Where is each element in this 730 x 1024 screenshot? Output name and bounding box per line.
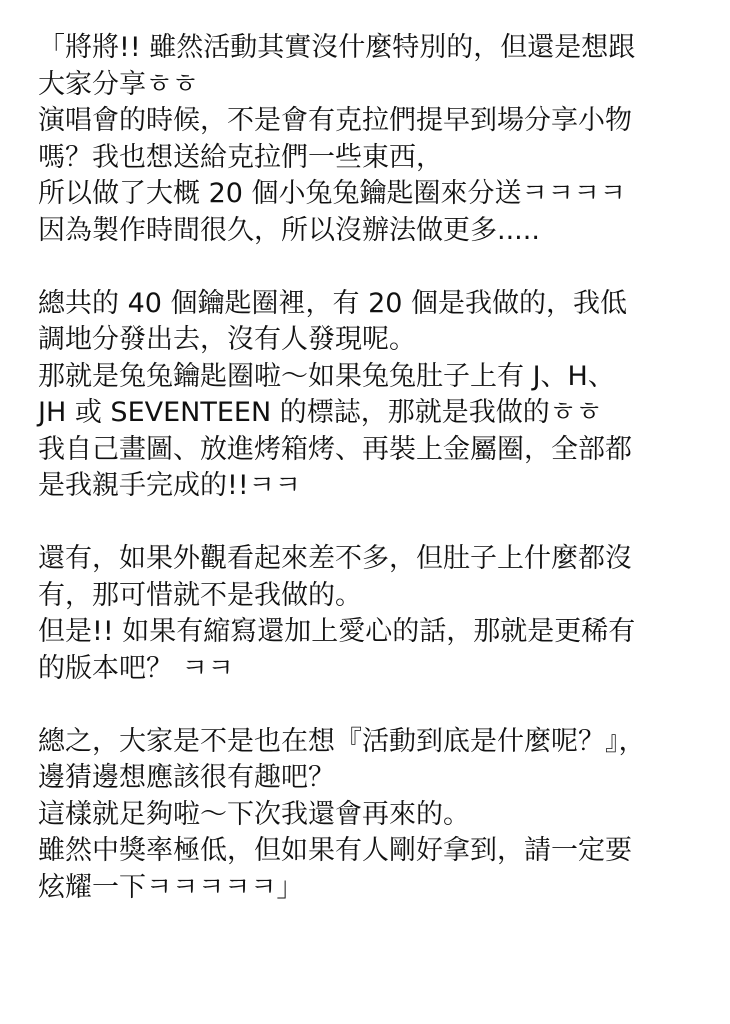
text-line: 有，那可惜就不是我做的。 xyxy=(38,579,362,611)
text-line: 邊猜邊想應該很有趣吧？ xyxy=(38,762,335,793)
text-line: 因為製作時間很久，所以沒辦法做更多..... xyxy=(38,214,540,246)
text-line: JH 或 SEVENTEEN 的標誌，那就是我做的ㅎㅎ xyxy=(38,397,602,428)
text-line: 調地分發出去，沒有人發現呢。 xyxy=(38,324,416,355)
paragraph-3 xyxy=(38,541,698,687)
text-line: 那就是兔兔鑰匙圈啦～如果兔兔肚子上有 J、H、 xyxy=(38,360,615,392)
paragraph-1 xyxy=(38,30,698,249)
text-line: 「將將!! 雖然活動其實沒什麼特別的，但還是想跟 xyxy=(38,32,636,63)
text-line: 總共的 40 個鑰匙圈裡，有 20 個是我做的，我低 xyxy=(38,287,628,319)
text-line: 所以做了大概 20 個小兔兔鑰匙圈來分送ㅋㅋㅋㅋ xyxy=(38,178,626,209)
text-line: 的版本吧？ ㅋㅋ xyxy=(38,652,234,684)
text-line: 但是!! 如果有縮寫還加上愛心的話，那就是更稀有 xyxy=(38,616,636,647)
text-line: 還有，如果外觀看起來差不多，但肚子上什麼都沒 xyxy=(38,543,632,574)
text-line: 總之，大家是不是也在想『活動到底是什麼呢？』， xyxy=(38,725,646,757)
message-text xyxy=(38,30,698,906)
paragraph-2 xyxy=(38,286,698,505)
text-line: 大家分享ㅎㅎ xyxy=(38,68,199,100)
text-line: 嗎？我也想送給克拉們一些東西， xyxy=(38,141,443,173)
text-line: 我自己畫圖、放進烤箱烤、再裝上金屬圈，全部都 xyxy=(38,433,632,465)
text-line: 雖然中獎率極低，但如果有人剛好拿到，請一定要 xyxy=(38,835,632,866)
text-line: 演唱會的時候，不是會有克拉們提早到場分享小物 xyxy=(38,105,632,136)
text-line: 炫耀一下ㅋㅋㅋㅋㅋ」 xyxy=(38,871,304,903)
text-line: 這樣就足夠啦～下次我還會再來的。 xyxy=(38,798,470,830)
paragraph-4 xyxy=(38,724,698,907)
text-line: 是我親手完成的!!ㅋㅋ xyxy=(38,470,301,501)
